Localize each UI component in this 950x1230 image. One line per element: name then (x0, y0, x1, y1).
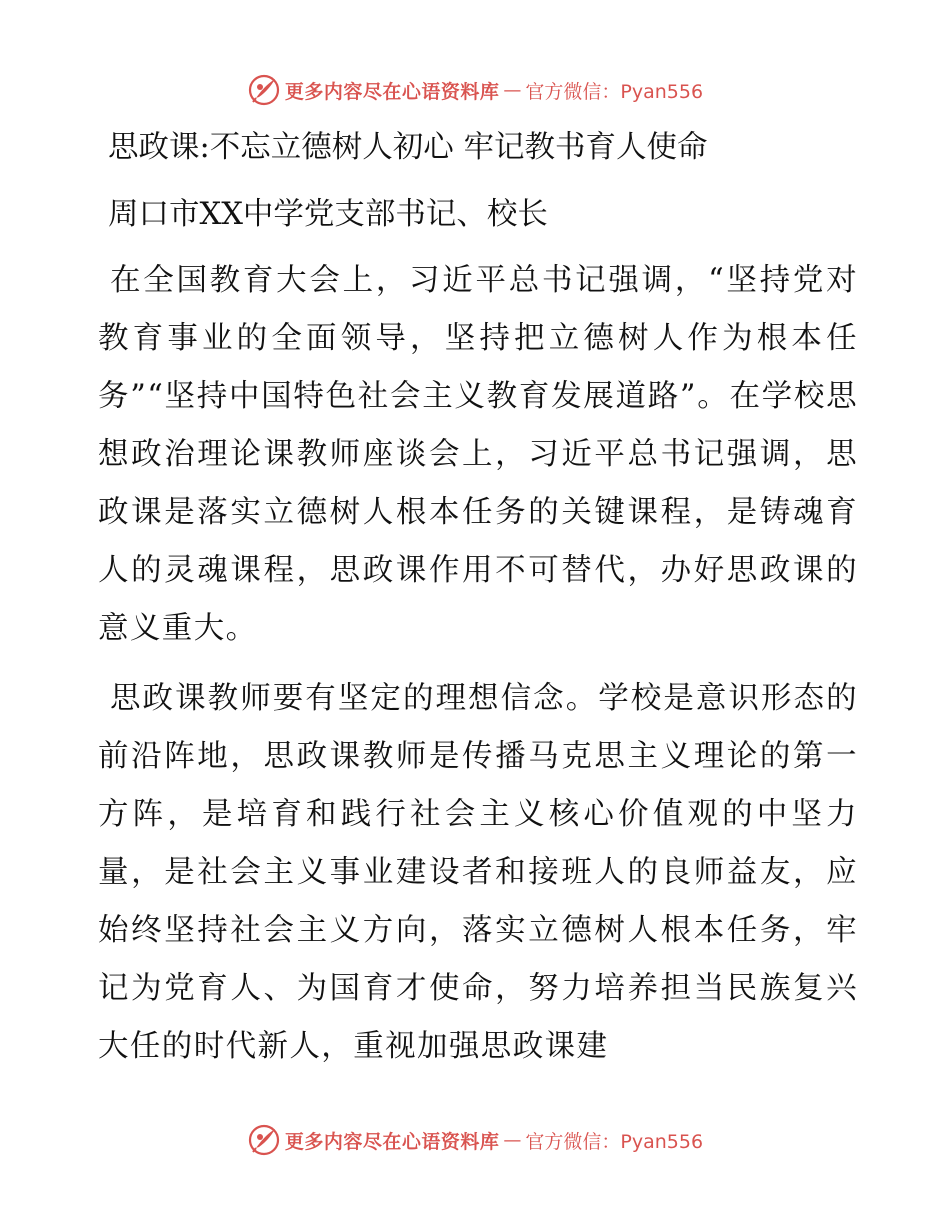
paragraph-1: 在全国教育大会上，习近平总书记强调，“坚持党对教育事业的全面领导，坚持把立德树人作为根本任务”“坚持中国特色社会主义教育发展道路”。在学校思想政治理论课教师座谈会上，习近平总书记强调，思政课是落实立德树人根本任务的关键课程，是铸魂育人的灵魂课程，思政课作用不可替代，办好思政课的意义重大。 (98, 263, 858, 646)
watermark-wechat: 官方微信：Pyan556 (525, 80, 704, 103)
footer-watermark (0, 1122, 950, 1158)
watermark-wechat: 官方微信：Pyan556 (525, 1130, 704, 1153)
quill-logo-icon (247, 73, 281, 107)
watermark-dash: — (503, 1129, 522, 1151)
document-title: 思政课:不忘立德树人初心 牢记教书育人使命 (108, 130, 708, 165)
quill-logo-icon (247, 1123, 281, 1157)
watermark-dash: — (503, 79, 522, 101)
watermark-text: 更多内容尽在心语资料库 (284, 80, 500, 103)
paragraph-2: 思政课教师要有坚定的理想信念。学校是意识形态的前沿阵地，思政课教师是传播马克思主义理论的第一方阵，是培育和践行社会主义核心价值观的中坚力量，是社会主义事业建设者和接班人的良师益友，应始终坚持社会主义方向，落实立德树人根本任务，牢记为党育人、为国育才使命，努力培养担当民族复兴大任的时代新人，重视加强思政课建 (98, 681, 858, 1064)
author-line: 周口市XX中学党支部书记、校长 (108, 197, 548, 232)
watermark-text: 更多内容尽在心语资料库 (284, 1130, 500, 1153)
header-watermark (0, 72, 950, 108)
document-body (98, 118, 858, 1088)
